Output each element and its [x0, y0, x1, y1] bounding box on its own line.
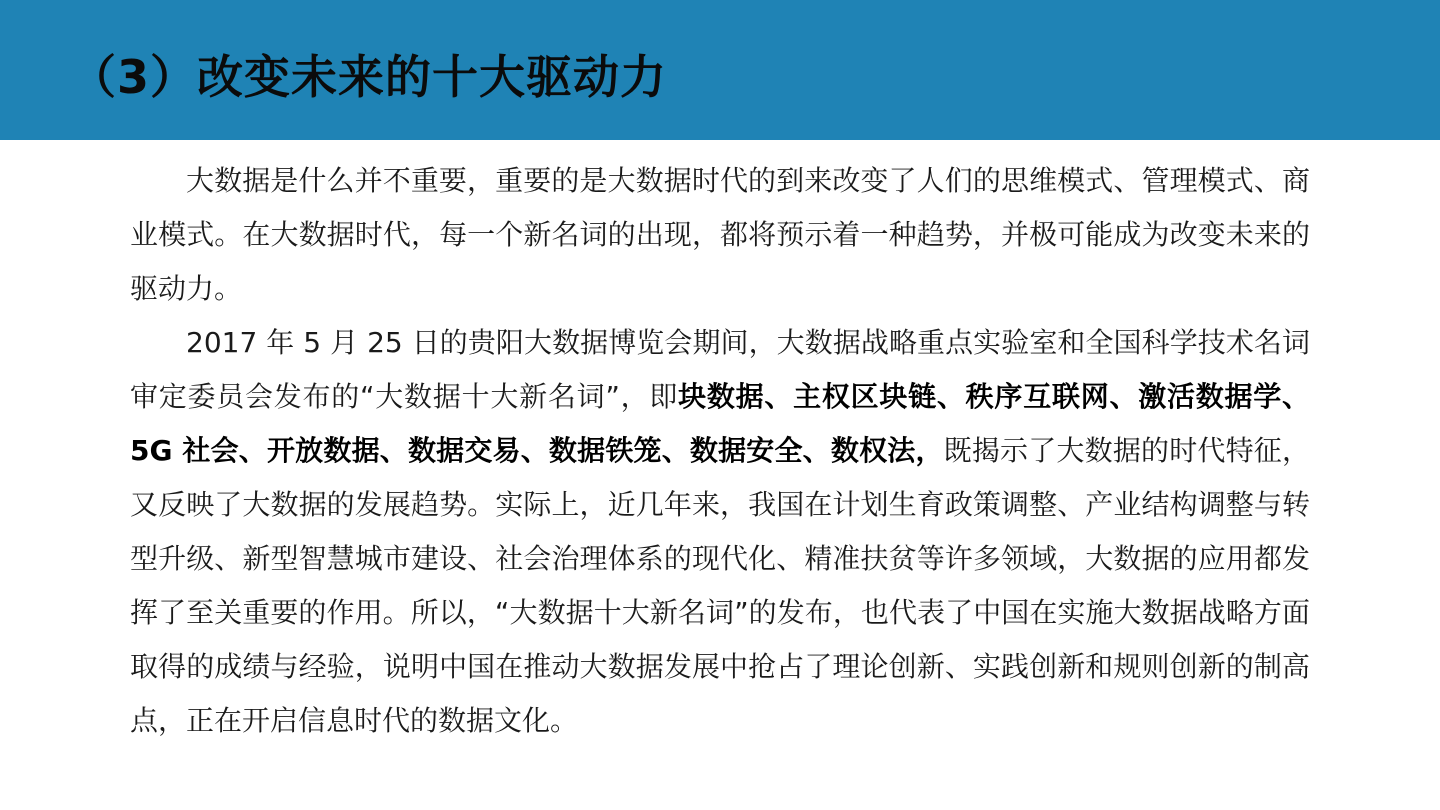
page-title: （3）改变未来的十大驱动力: [70, 50, 668, 104]
content-body: [130, 154, 1310, 748]
paragraph-intro: 大数据是什么并不重要，重要的是大数据时代的到来改变了人们的思维模式、管理模式、商业模式。在大数据时代，每一个新名词的出现，都将预示着一种趋势，并极可能成为改变未来的驱动力。: [130, 164, 1310, 305]
header-bar: [0, 0, 1440, 140]
paragraph-terms: [130, 316, 1310, 748]
paragraph-terms-rest: 既揭示了大数据的时代特征，又反映了大数据的发展趋势。实际上，近几年来，我国在计划生育政策调整、产业结构调整与转型升级、新型智慧城市建设、社会治理体系的现代化、精准扶贫等许多领域，大数据的应用都发挥了至关重要的作用。所以，“大数据十大新名词”的发布，也代表了中国在实施大数据战略方面取得的成绩与经验，说明中国在推动大数据发展中抢占了理论创新、实践创新和规则创新的制高点，正在开启信息时代的数据文化。: [130, 434, 1310, 737]
paragraph-terms-intro: 2017 年 5 月 25 日的贵阳大数据博览会期间，大数据战略重点实验室和全国科学技术名词审定委员会发布的“大数据十大新名词”，即: [130, 326, 1310, 413]
ten-terms-list: 块数据、主权区块链、秩序互联网、激活数据学、 5G 社会、开放数据、数据交易、数据铁笼、数据安全、数权法，: [130, 380, 1310, 467]
